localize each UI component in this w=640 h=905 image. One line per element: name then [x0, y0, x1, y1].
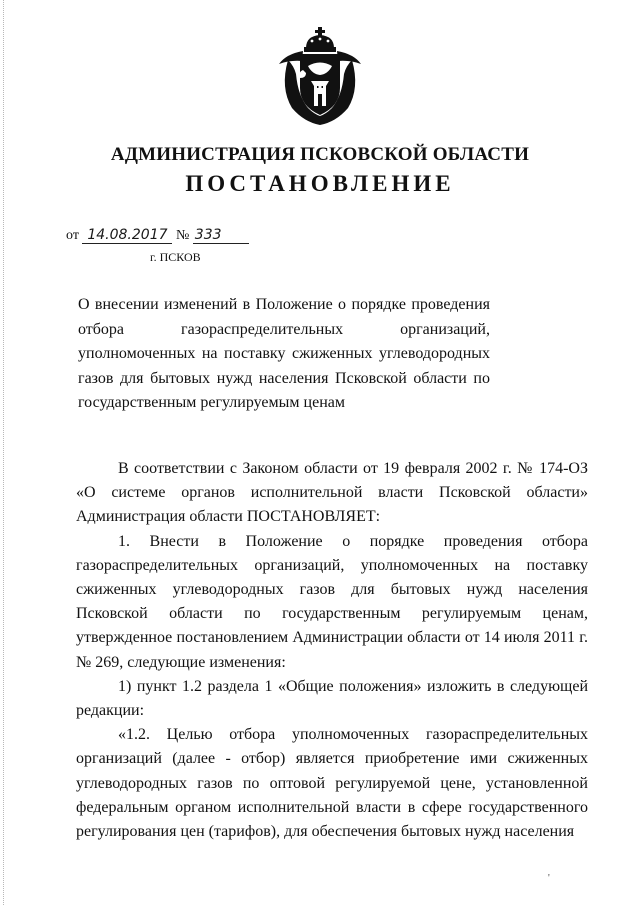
registration-number: 333: [193, 228, 249, 244]
paragraph-quote-1-2: «1.2. Целью отбора уполномоченных газораспределительных организаций (далее - отбор) является приобретение ими сжиженных углеводородных газов по оптовой регулируемой цене, установленной федеральным органом исполнительной власти в сфере государственного регулирования цен (тарифов), для обеспечения бытовых нужд населения: [76, 726, 588, 841]
city-label: г. ПСКОВ: [150, 250, 201, 264]
paragraph-subitem-1: 1) пункт 1.2 раздела 1 «Общие положения» изложить в следующей редакции:: [76, 677, 588, 720]
organization-title: АДМИНИСТРАЦИЯ ПСКОВСКОЙ ОБЛАСТИ: [110, 144, 530, 165]
subject-block: О внесении изменений в Положение о порядке проведения отбора газораспределительных организаций, уполномоченных на поставку сжиженных углеводородных газов для бытовых нужд населения Псковской области по государственным регулируемым ценам: [78, 296, 490, 411]
number-label: №: [175, 228, 190, 243]
date-label: от: [66, 228, 79, 243]
registration-line: [66, 228, 249, 244]
scan-edge: [3, 0, 5, 905]
document-type-title: ПОСТАНОВЛЕНИЕ: [185, 171, 455, 196]
paragraph-item-1: 1. Внести в Положение о порядке проведения отбора газораспределительных организаций, уполномоченных на поставку сжиженных углеводородных газов для бытовых нужд населения Псковской области по государственным регулируемым ценам, утвержденное постановлением Администрации области от 14 июля 2011 г. № 269, следующие изменения:: [76, 532, 588, 671]
paragraph-preamble: В соответствии с Законом области от 19 февраля 2002 г. № 174-ОЗ «О системе органов исполнительной власти Псковской области» Администрация области ПОСТАНОВЛЯЕТ:: [76, 460, 588, 526]
coat-of-arms-icon: [276, 26, 364, 126]
body-text: [76, 457, 588, 844]
scan-mark: ': [548, 873, 550, 884]
registration-date: 14.08.2017: [82, 228, 172, 244]
